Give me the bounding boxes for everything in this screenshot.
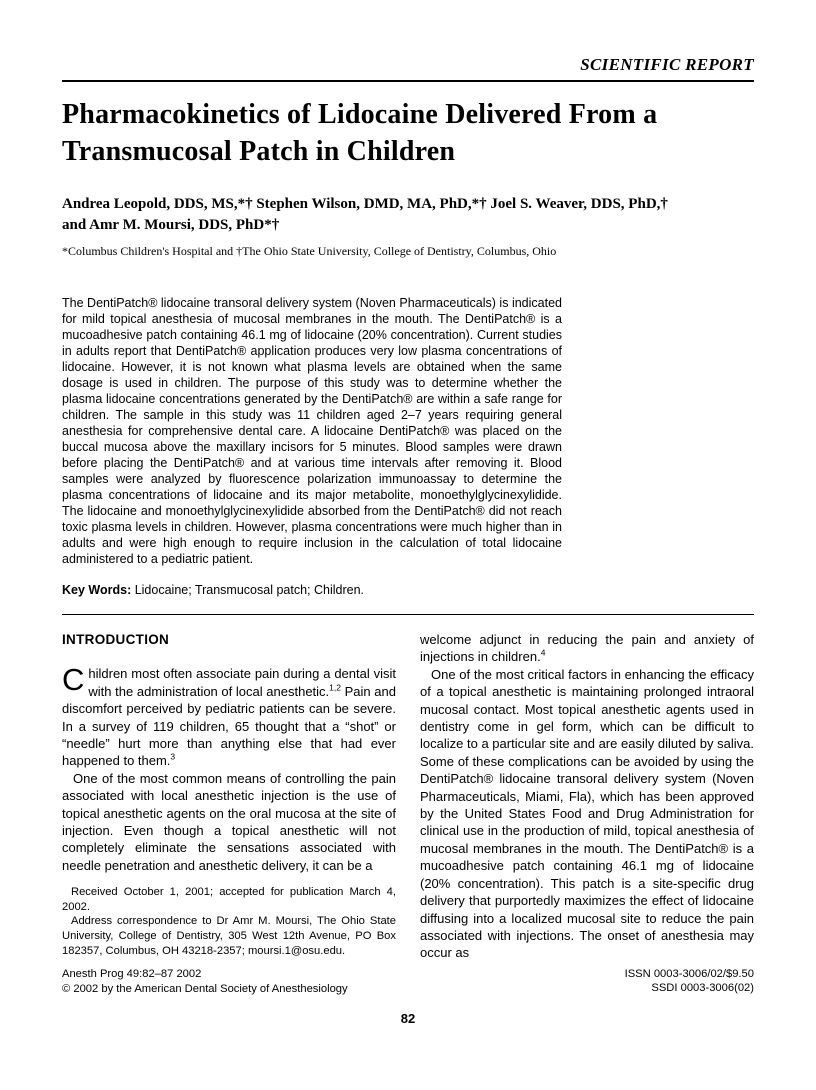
footnote-received: Received October 1, 2001; accepted for publication March 4, 2002. bbox=[62, 886, 396, 913]
masthead bbox=[62, 55, 754, 82]
intro-paragraph-continued bbox=[420, 631, 754, 666]
intro-paragraph-4: One of the most critical factors in enhancing the efficacy of a topical anesthetic is maintaining prolonged intraoral mucosal contact. Most topical anesthetic agents used in dentistry come in gel form, which can be difficult to localize to a particular site and are easily diluted by saliva. Some of these complications can be avoided by using the DentiPatch® lidocaine transoral delivery system (Noven Pharmaceuticals, Miami, Fla), which has been approved by the United States Food and Drug Administration for clinical use in the production of mild, topical anesthesia of mucosal membranes in the mouth. The DentiPatch® is a mucoadhesive patch containing 46.1 mg of lidocaine (20% concentration). This patch is a site-specific drug delivery that purportedly maximizes the effect of lidocaine diffusing into a localized mucosal site to reduce the pain associated with injections. The onset of anesthesia may occur as bbox=[420, 666, 754, 961]
footnote-copyright: © 2002 by the American Dental Society of Anesthesiology bbox=[62, 982, 348, 995]
abstract: The DentiPatch® lidocaine transoral delivery system (Noven Pharmaceuticals) is indicated for mild topical anesthesia of mucosal membranes in the mouth. The DentiPatch® is a mucoadhesive patch containing 46.1 mg of lidocaine (20% concentration). Current studies in adults report that DentiPatch® application produces very low plasma concentrations of lidocaine. However, it is not known what plasma levels are obtained when the same dosage is used in children. The purpose of this study was to determine whether the plasma lidocaine concentrations generated by the DentiPatch® are within a safe range for children. The sample in this study was 11 children aged 2–7 years requiring general anesthesia for comprehensive dental care. A lidocaine DentiPatch® was placed on the buccal mucosa above the maxillary incisors for 5 minutes. Blood samples were drawn before placing the DentiPatch® and at various time intervals after removing it. Blood samples were analyzed by fluorescence polarization immunoassay to determine the plasma concentrations of lidocaine and its major metabolite, monoethylglycinexylidide. The lidocaine and monoethylglycinexylidide absorbed from the DentiPatch® did not reach toxic plasma levels in children. However, plasma concentrations were much higher than in adults and were high enough to require inclusion in the calculation of total lidocaine administered to a pediatric patient. bbox=[62, 296, 562, 566]
citation-ref: 3 bbox=[170, 752, 176, 763]
issn-line: ISSN 0003-3006/02/$9.50 bbox=[624, 967, 754, 980]
intro-paragraph-2: One of the most common means of controlling the pain associated with local anesthetic injection is the use of topical anesthetic agents on the oral mucosa at the site of injection. Even though a topical anesthetic will not completely eliminate the sensations associated with needle penetration and anesthetic delivery, it can be a bbox=[62, 770, 396, 873]
paragraph-text: hildren most often associate pain during a dental visit with the administration of local anesthetic. bbox=[88, 666, 396, 699]
introduction-heading: INTRODUCTION bbox=[62, 632, 170, 647]
section-divider-rule bbox=[62, 614, 754, 615]
keywords-label: Key Words: bbox=[62, 583, 132, 597]
left-column bbox=[62, 631, 396, 996]
section-label: SCIENTIFIC REPORT bbox=[580, 55, 754, 74]
authors-line-1: Andrea Leopold, DDS, MS,*† Stephen Wilson, DMD, MA, PhD,*† Joel S. Weaver, DDS, PhD,† bbox=[62, 196, 668, 212]
footnote-correspondence: Address correspondence to Dr Amr M. Moursi, The Ohio State University, College of Dentistry, 305 West 12th Avenue, PO Box 182357, Columbus, OH 43218-2357; moursi.1@osu.edu. bbox=[62, 915, 396, 957]
authors-line-2: and Amr M. Moursi, DDS, PhD*† bbox=[62, 217, 280, 233]
page-number: 82 bbox=[400, 1011, 416, 1026]
article-title: Pharmacokinetics of Lidocaine Delivered From a Transmucosal Patch in Children bbox=[62, 99, 658, 167]
dropcap-letter: C bbox=[62, 662, 85, 698]
affiliation: *Columbus Children's Hospital and †The Ohio State University, College of Dentistry, Columbus, Ohio bbox=[62, 244, 557, 258]
intro-paragraph-1 bbox=[62, 662, 396, 769]
right-column bbox=[420, 631, 754, 996]
header-rule bbox=[62, 80, 754, 82]
footnote-journal-citation: Anesth Prog 49:82–87 2002 bbox=[62, 968, 202, 981]
paragraph-text: Pain and discomfort perceived by pediatric patients can be severe. In a survey of 119 children, 65 thought that a “shot” or “needle” hurt more than anything else that had ever happened to them. bbox=[62, 683, 396, 769]
keywords-text: Lidocaine; Transmucosal patch; Children. bbox=[131, 583, 364, 597]
paragraph-text: welcome adjunct in reducing the pain and anxiety of injections in children. bbox=[420, 632, 754, 665]
ssdi-line: SSDI 0003-3006(02) bbox=[651, 982, 754, 995]
issn-block bbox=[420, 967, 754, 996]
two-column-body bbox=[62, 631, 754, 996]
keywords-line bbox=[62, 582, 754, 598]
authors-block bbox=[62, 194, 754, 236]
citation-ref: 4 bbox=[540, 648, 546, 659]
footnotes-block bbox=[62, 885, 396, 996]
citation-ref: 1,2 bbox=[329, 682, 341, 693]
